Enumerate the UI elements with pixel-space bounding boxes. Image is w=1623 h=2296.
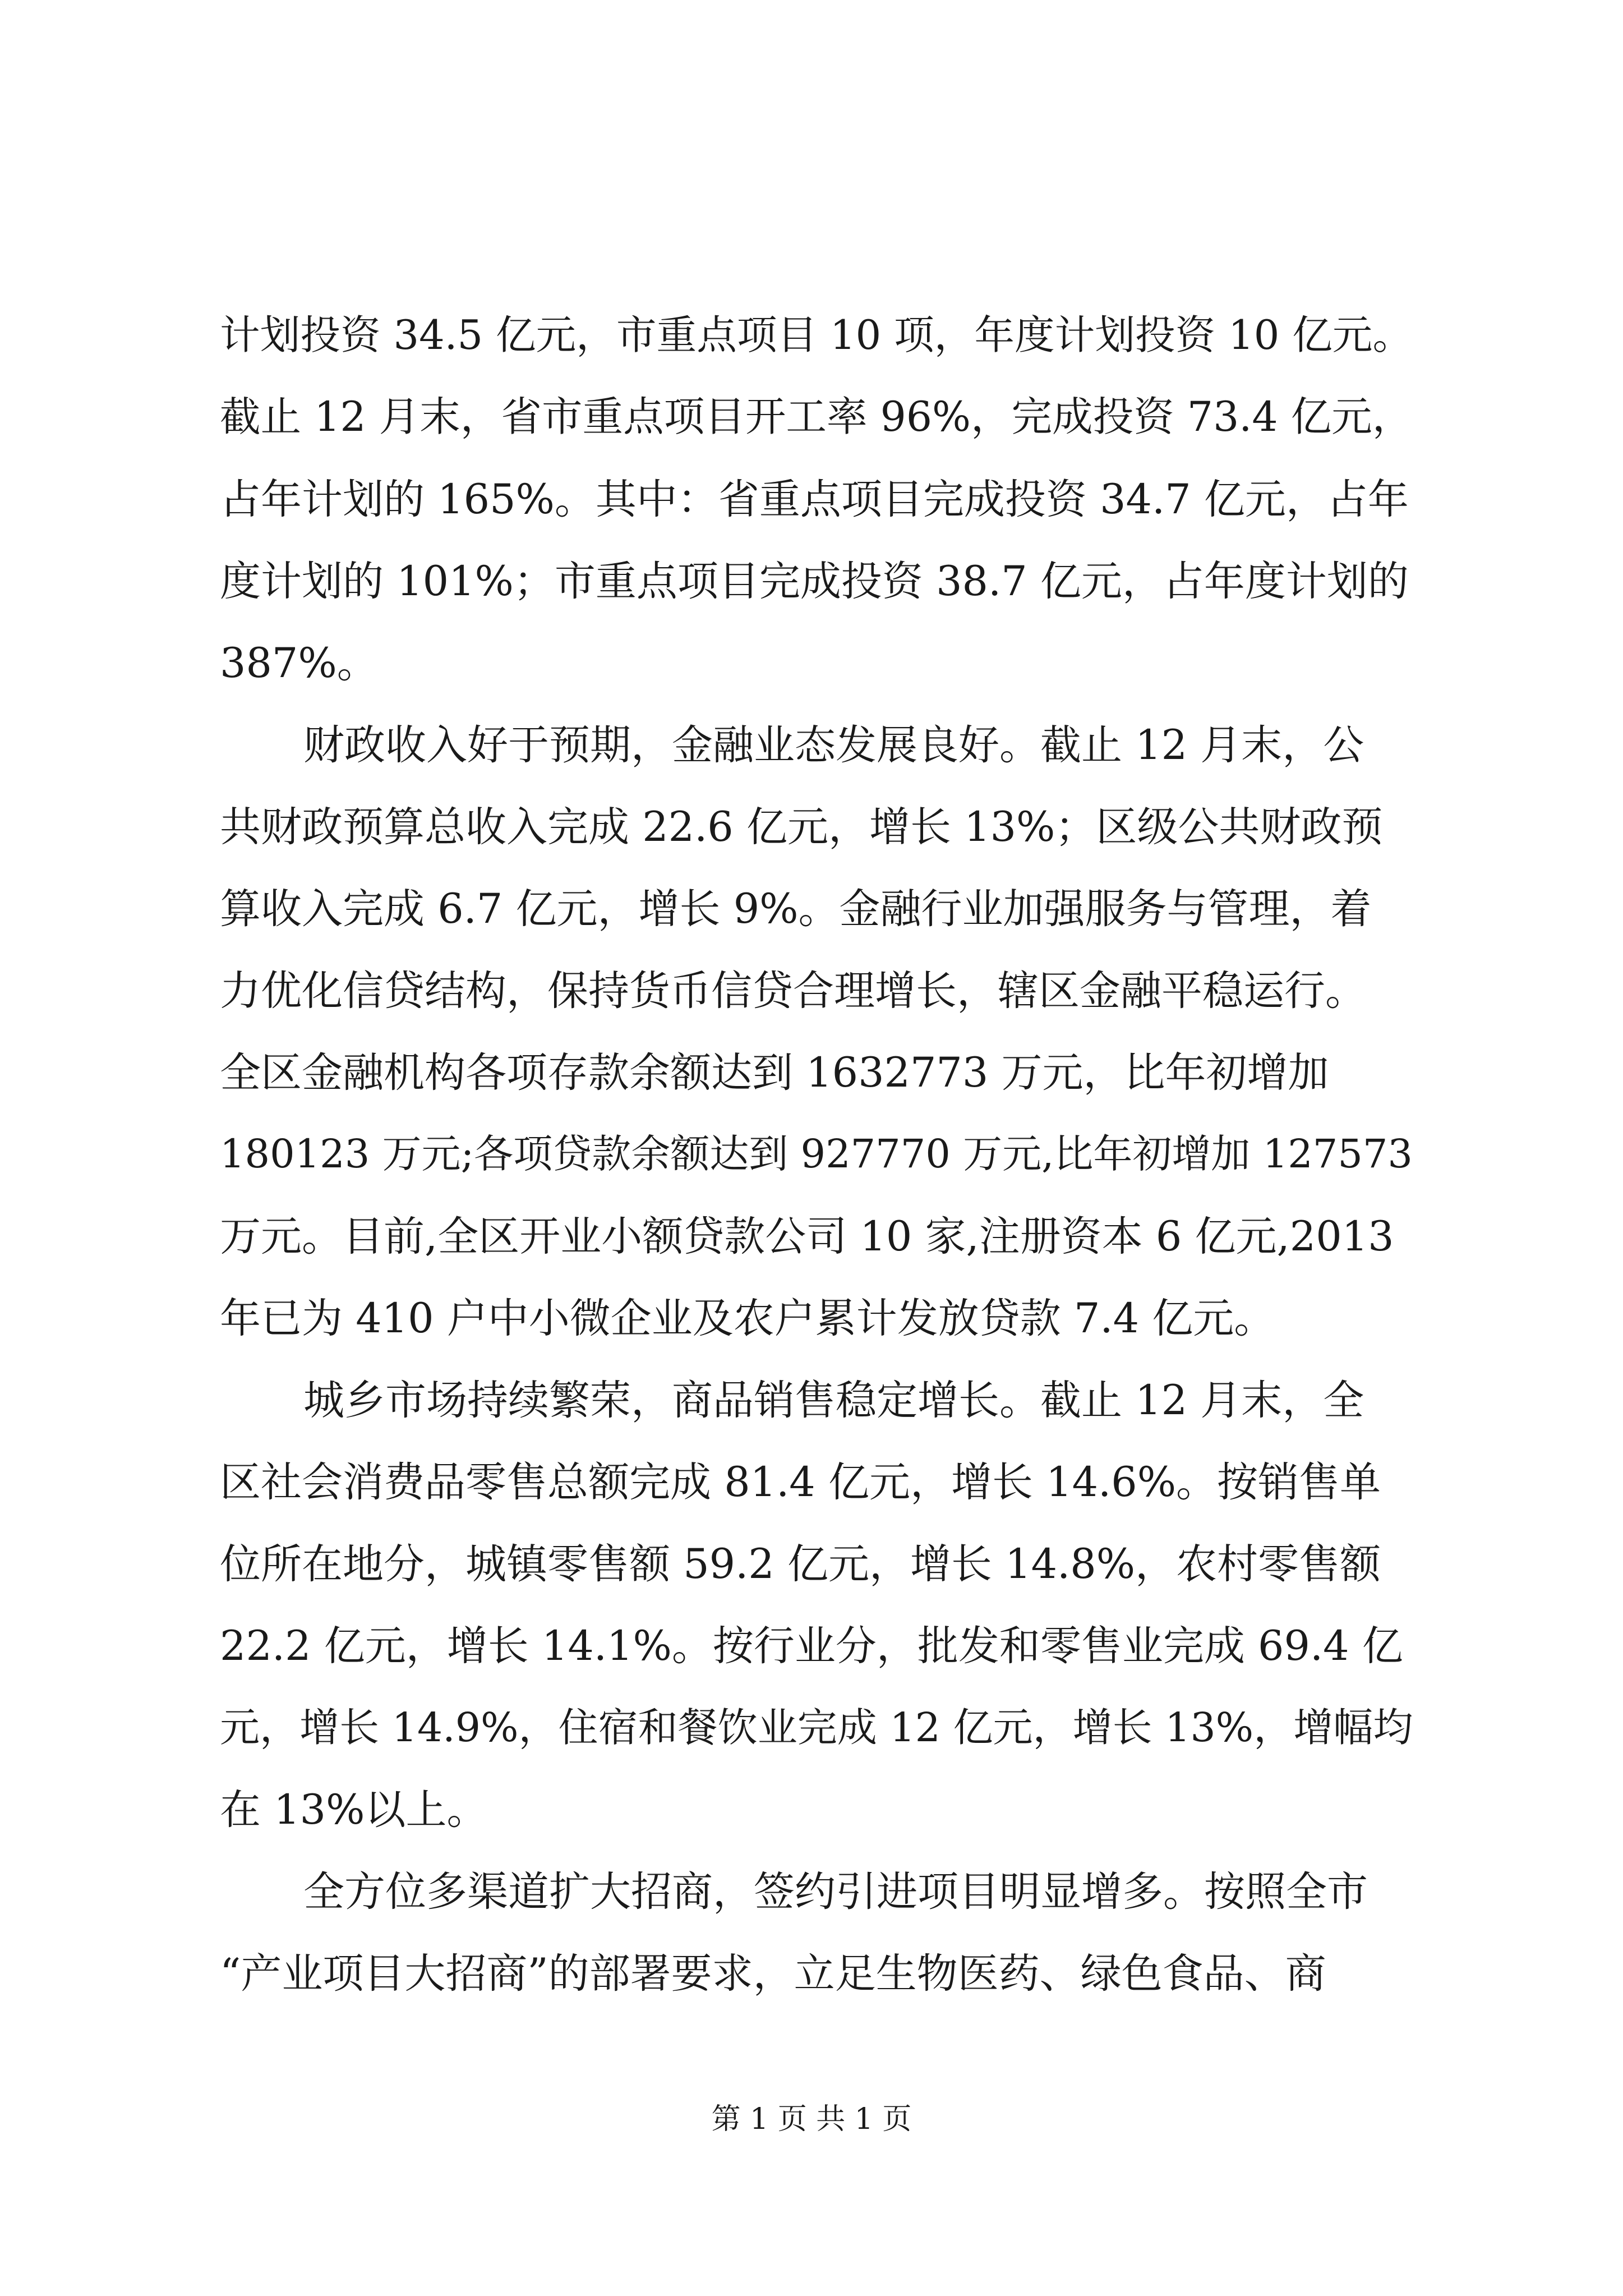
paragraph-first-line: 全方位多渠道扩大招商，签约引进项目明显增多。按照全市: [303, 1868, 1368, 1916]
text-line: 位所在地分，城镇零售额 59.2 亿元，增长 14.8%，农村零售额: [220, 1540, 1381, 1588]
paragraph-first-line: 城乡市场持续繁荣，商品销售稳定增长。截止 12 月末，全: [303, 1377, 1364, 1424]
text-line: 计划投资 34.5 亿元，市重点项目 10 项，年度计划投资 10 亿元。: [220, 311, 1413, 358]
text-line: 区社会消费品零售总额完成 81.4 亿元，增长 14.6%。按销售单: [220, 1458, 1381, 1506]
text-line: 元，增长 14.9%，住宿和餐饮业完成 12 亿元，增长 13%，增幅均: [220, 1704, 1413, 1751]
page-footer: 第 1 页 共 1 页: [711, 2102, 912, 2136]
text-line: 年已为 410 户中小微企业及农户累计发放贷款 7.4 亿元。: [220, 1295, 1275, 1342]
text-line: 22.2 亿元，增长 14.1%。按行业分，批发和零售业完成 69.4 亿: [220, 1622, 1403, 1670]
text-line: 全区金融机构各项存款余额达到 1632773 万元，比年初增加: [220, 1049, 1329, 1097]
text-line: 387%。: [220, 639, 378, 687]
text-line: 在 13%以上。: [220, 1786, 488, 1834]
text-line: 力优化信贷结构，保持货币信贷合理增长，辖区金融平稳运行。: [220, 967, 1366, 1015]
text-line: 占年计划的 165%。其中：省重点项目完成投资 34.7 亿元，占年: [220, 476, 1409, 523]
text-line: 截止 12 月末，省市重点项目开工率 96%，完成投资 73.4 亿元，: [220, 394, 1413, 441]
text-line: 180123 万元;各项贷款余额达到 927770 万元,比年初增加 127573: [220, 1131, 1413, 1177]
text-line: 算收入完成 6.7 亿元，增长 9%。金融行业加强服务与管理，着: [220, 885, 1372, 933]
text-line: 共财政预算总收入完成 22.6 亿元，增长 13%；区级公共财政预: [220, 803, 1383, 851]
paragraph-first-line: 财政收入好于预期，金融业态发展良好。截止 12 月末，公: [303, 721, 1364, 769]
text-line: 万元。目前,全区开业小额贷款公司 10 家,注册资本 6 亿元,2013: [220, 1213, 1394, 1260]
text-line: 度计划的 101%；市重点项目完成投资 38.7 亿元，占年度计划的: [220, 558, 1409, 605]
text-line: “产业项目大招商”的部署要求，立足生物医药、绿色食品、商: [220, 1950, 1326, 1998]
